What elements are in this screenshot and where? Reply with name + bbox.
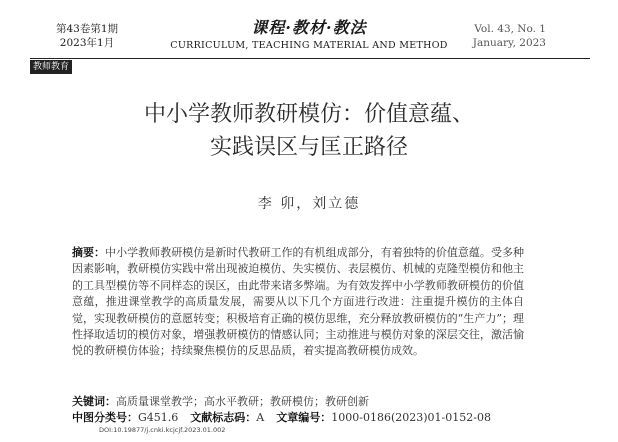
doc-code-label: 文献标志码： xyxy=(190,411,257,424)
column-tag: 教师教育 xyxy=(30,60,72,74)
volume-date: January, 2023 xyxy=(472,37,546,49)
article-title xyxy=(0,98,618,164)
keywords-text: 高质量课堂教学；高水平教研；教研模仿；教研创新 xyxy=(116,395,369,408)
doi[interactable]: DOI:10.19877/j.cnki.kcjcjf.2023.01.002 xyxy=(99,426,226,434)
journal-name xyxy=(150,18,468,52)
journal-name-cn: 课程·教材·教法 xyxy=(251,18,367,37)
header-rule xyxy=(30,58,590,59)
journal-name-en: CURRICULUM, TEACHING MATERIAL AND METHOD xyxy=(170,40,448,51)
title-line-1: 中小学教师教研模仿：价值意蕴、 xyxy=(143,102,474,127)
issue-volume: 第43卷第1期 xyxy=(55,23,119,35)
volume-number: Vol. 43, No. 1 xyxy=(474,23,546,35)
abstract xyxy=(72,245,524,360)
classification-info xyxy=(72,410,552,425)
article-no-value: 1000-0186(2023)01-0152-08 xyxy=(331,411,491,424)
title-line-2: 实践误区与匡正路径 xyxy=(209,135,408,160)
doc-code-value: A xyxy=(256,411,265,424)
issue-info xyxy=(46,22,128,50)
keywords-label: 关键词： xyxy=(72,395,116,408)
keywords xyxy=(72,394,552,409)
article-no-label: 文章编号： xyxy=(276,411,332,424)
abstract-text: 中小学教师教研模仿是新时代教研工作的有机组成部分，有着独特的价值意蕴。受多种因素影响，教研模仿实践中常出现被迫模仿、失实模仿、表层模仿、机械的克隆型模仿和他主的工具型模仿等不同样态的误区，由此带来诸多弊端。为有效发挥中小学教师教研模仿的价值意蕴，推进课堂教学的高质量发展，需要从以下几个方面进行改进：注重提升模仿的主体自觉，实现教研模仿的意愿转变；积极培育正确的模仿思维，充分释放教研模仿的“生产力”；理性择取适切的模仿对象，增强教研模仿的情感认同；主动推进与模仿对象的深层交往，激活愉悦的教研模仿体验；持续聚焦模仿的反思品质，着实提高教研模仿成效。 xyxy=(72,246,525,358)
clc-label: 中图分类号： xyxy=(72,411,138,424)
clc-value: G451.6 xyxy=(138,411,179,424)
journal-header xyxy=(0,0,618,74)
volume-info xyxy=(473,22,546,50)
issue-date: 2023年1月 xyxy=(59,37,115,49)
abstract-label: 摘要： xyxy=(72,246,106,259)
article-authors: 李 卯，刘立德 xyxy=(257,196,361,212)
